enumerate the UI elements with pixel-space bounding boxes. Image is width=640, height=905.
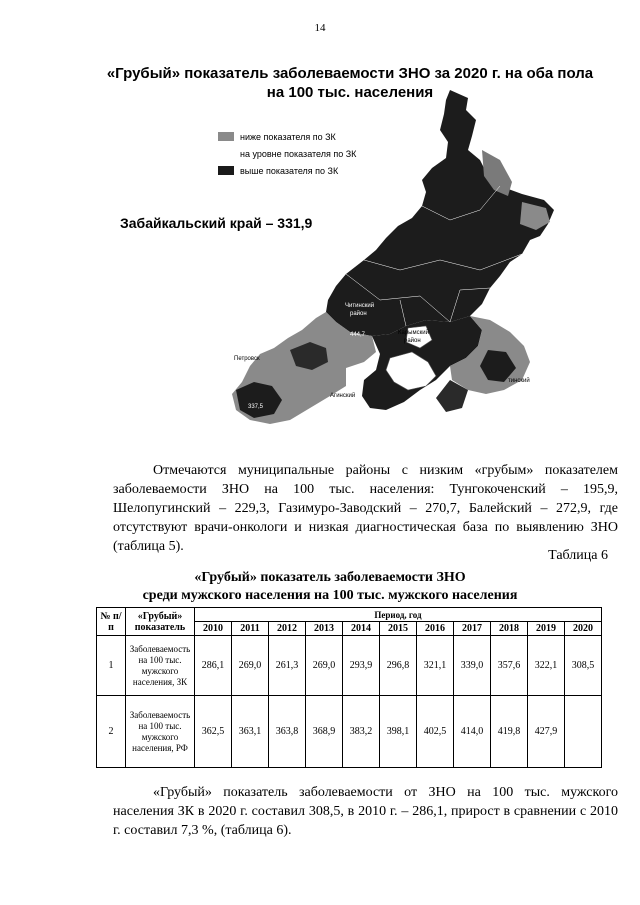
table-cell: 414,0: [454, 696, 491, 768]
map-label: Агинский: [330, 393, 356, 399]
header-year: 2014: [343, 622, 380, 636]
table-cell: 322,1: [528, 636, 565, 696]
region-map: [150, 90, 620, 450]
header-number: № п/п: [97, 608, 126, 636]
table-cell: 286,1: [195, 636, 232, 696]
paragraph-2: «Грубый» показатель заболеваемости от ЗНО на 100 тыс. мужского населения ЗК в 2020 г. составил 308,5, в 2010 г. – 286,1, прирост в сравнении с 2010 г. составил 7,3 %, (таблица 6).: [113, 785, 618, 838]
data-table: [96, 607, 602, 768]
table-cell: 269,0: [232, 636, 269, 696]
header-year: 2011: [232, 622, 269, 636]
legend-swatch-below: [218, 132, 234, 141]
region-total: Забайкальский край – 331,9: [120, 215, 313, 231]
map-label: район: [350, 311, 367, 317]
table-cell: 419,8: [491, 696, 528, 768]
map-label: Петровск: [234, 356, 260, 362]
header-year: 2015: [380, 622, 417, 636]
map-label: Карымский: [398, 330, 429, 336]
table-cell: 357,6: [491, 636, 528, 696]
header-period: Период, год: [195, 608, 602, 622]
row-number: 2: [97, 696, 126, 768]
table-cell: 363,8: [269, 696, 306, 768]
header-year: 2017: [454, 622, 491, 636]
map-region-north: [326, 90, 554, 336]
header-year: 2016: [417, 622, 454, 636]
table-cell: 321,1: [417, 636, 454, 696]
map-label: 444,7: [350, 332, 366, 338]
header-year: 2020: [565, 622, 602, 636]
table-title-line-2: среди мужского населения на 100 тыс. мужского населения: [142, 588, 518, 603]
table-cell: 383,2: [343, 696, 380, 768]
header-year: 2012: [269, 622, 306, 636]
table-cell: 398,1: [380, 696, 417, 768]
table-row: [97, 636, 602, 696]
map-title-line-1: «Грубый» показатель заболеваемости ЗНО за 2020 г. на оба пола: [106, 65, 594, 82]
legend-label-level: на уровне показателя по ЗК: [240, 149, 357, 159]
table-cell: [565, 696, 602, 768]
table-cell: 339,0: [454, 636, 491, 696]
table-cell: 293,9: [343, 636, 380, 696]
table-title-line-1: «Грубый» показатель заболеваемости ЗНО: [194, 570, 466, 585]
header-year: 2019: [528, 622, 565, 636]
header-indicator: «Грубый» показатель: [126, 608, 195, 636]
table-cell: 363,1: [232, 696, 269, 768]
map-label: район: [404, 338, 421, 344]
map-label: 337,5: [248, 404, 264, 410]
table-cell: 427,9: [528, 696, 565, 768]
header-year: 2013: [306, 622, 343, 636]
legend-swatch-level: [218, 149, 234, 158]
row-number: 1: [97, 636, 126, 696]
table-cell: 308,5: [565, 636, 602, 696]
table-cell: 261,3: [269, 636, 306, 696]
table-cell: 362,5: [195, 696, 232, 768]
table-row: [97, 696, 602, 768]
table-caption: Таблица 6: [548, 548, 608, 563]
table-cell: 402,5: [417, 696, 454, 768]
table-cell: 296,8: [380, 636, 417, 696]
map-label: тинский: [508, 378, 530, 384]
page-number: 14: [314, 22, 326, 34]
row-name: Заболеваемость на 100 тыс. мужского населения, РФ: [126, 696, 195, 768]
legend-label-below: ниже показателя по ЗК: [240, 132, 336, 142]
legend-swatch-above: [218, 166, 234, 175]
header-year: 2010: [195, 622, 232, 636]
row-name: Заболеваемость на 100 тыс. мужского населения, ЗК: [126, 636, 195, 696]
table-cell: 368,9: [306, 696, 343, 768]
table-cell: 269,0: [306, 636, 343, 696]
legend-label-above: выше показателя по ЗК: [240, 166, 339, 176]
table-title: [60, 569, 600, 605]
map-label: Читинский: [345, 303, 375, 309]
header-year: 2018: [491, 622, 528, 636]
map-title-line-2: на 100 тыс. населения: [266, 84, 434, 101]
paragraph-1: Отмечаются муниципальные районы с низким «грубым» показателем заболеваемости ЗНО на 100 тыс. населения: Тунгокоченский – 195,9, Шелопугинский – 229,3, Газимуро-Заводский – 270,7, Балейский – 272,9, где отсутствуют врачи-онкологи и низкая диагностическая база по выявлению ЗНО (таблица 5).: [113, 463, 618, 554]
